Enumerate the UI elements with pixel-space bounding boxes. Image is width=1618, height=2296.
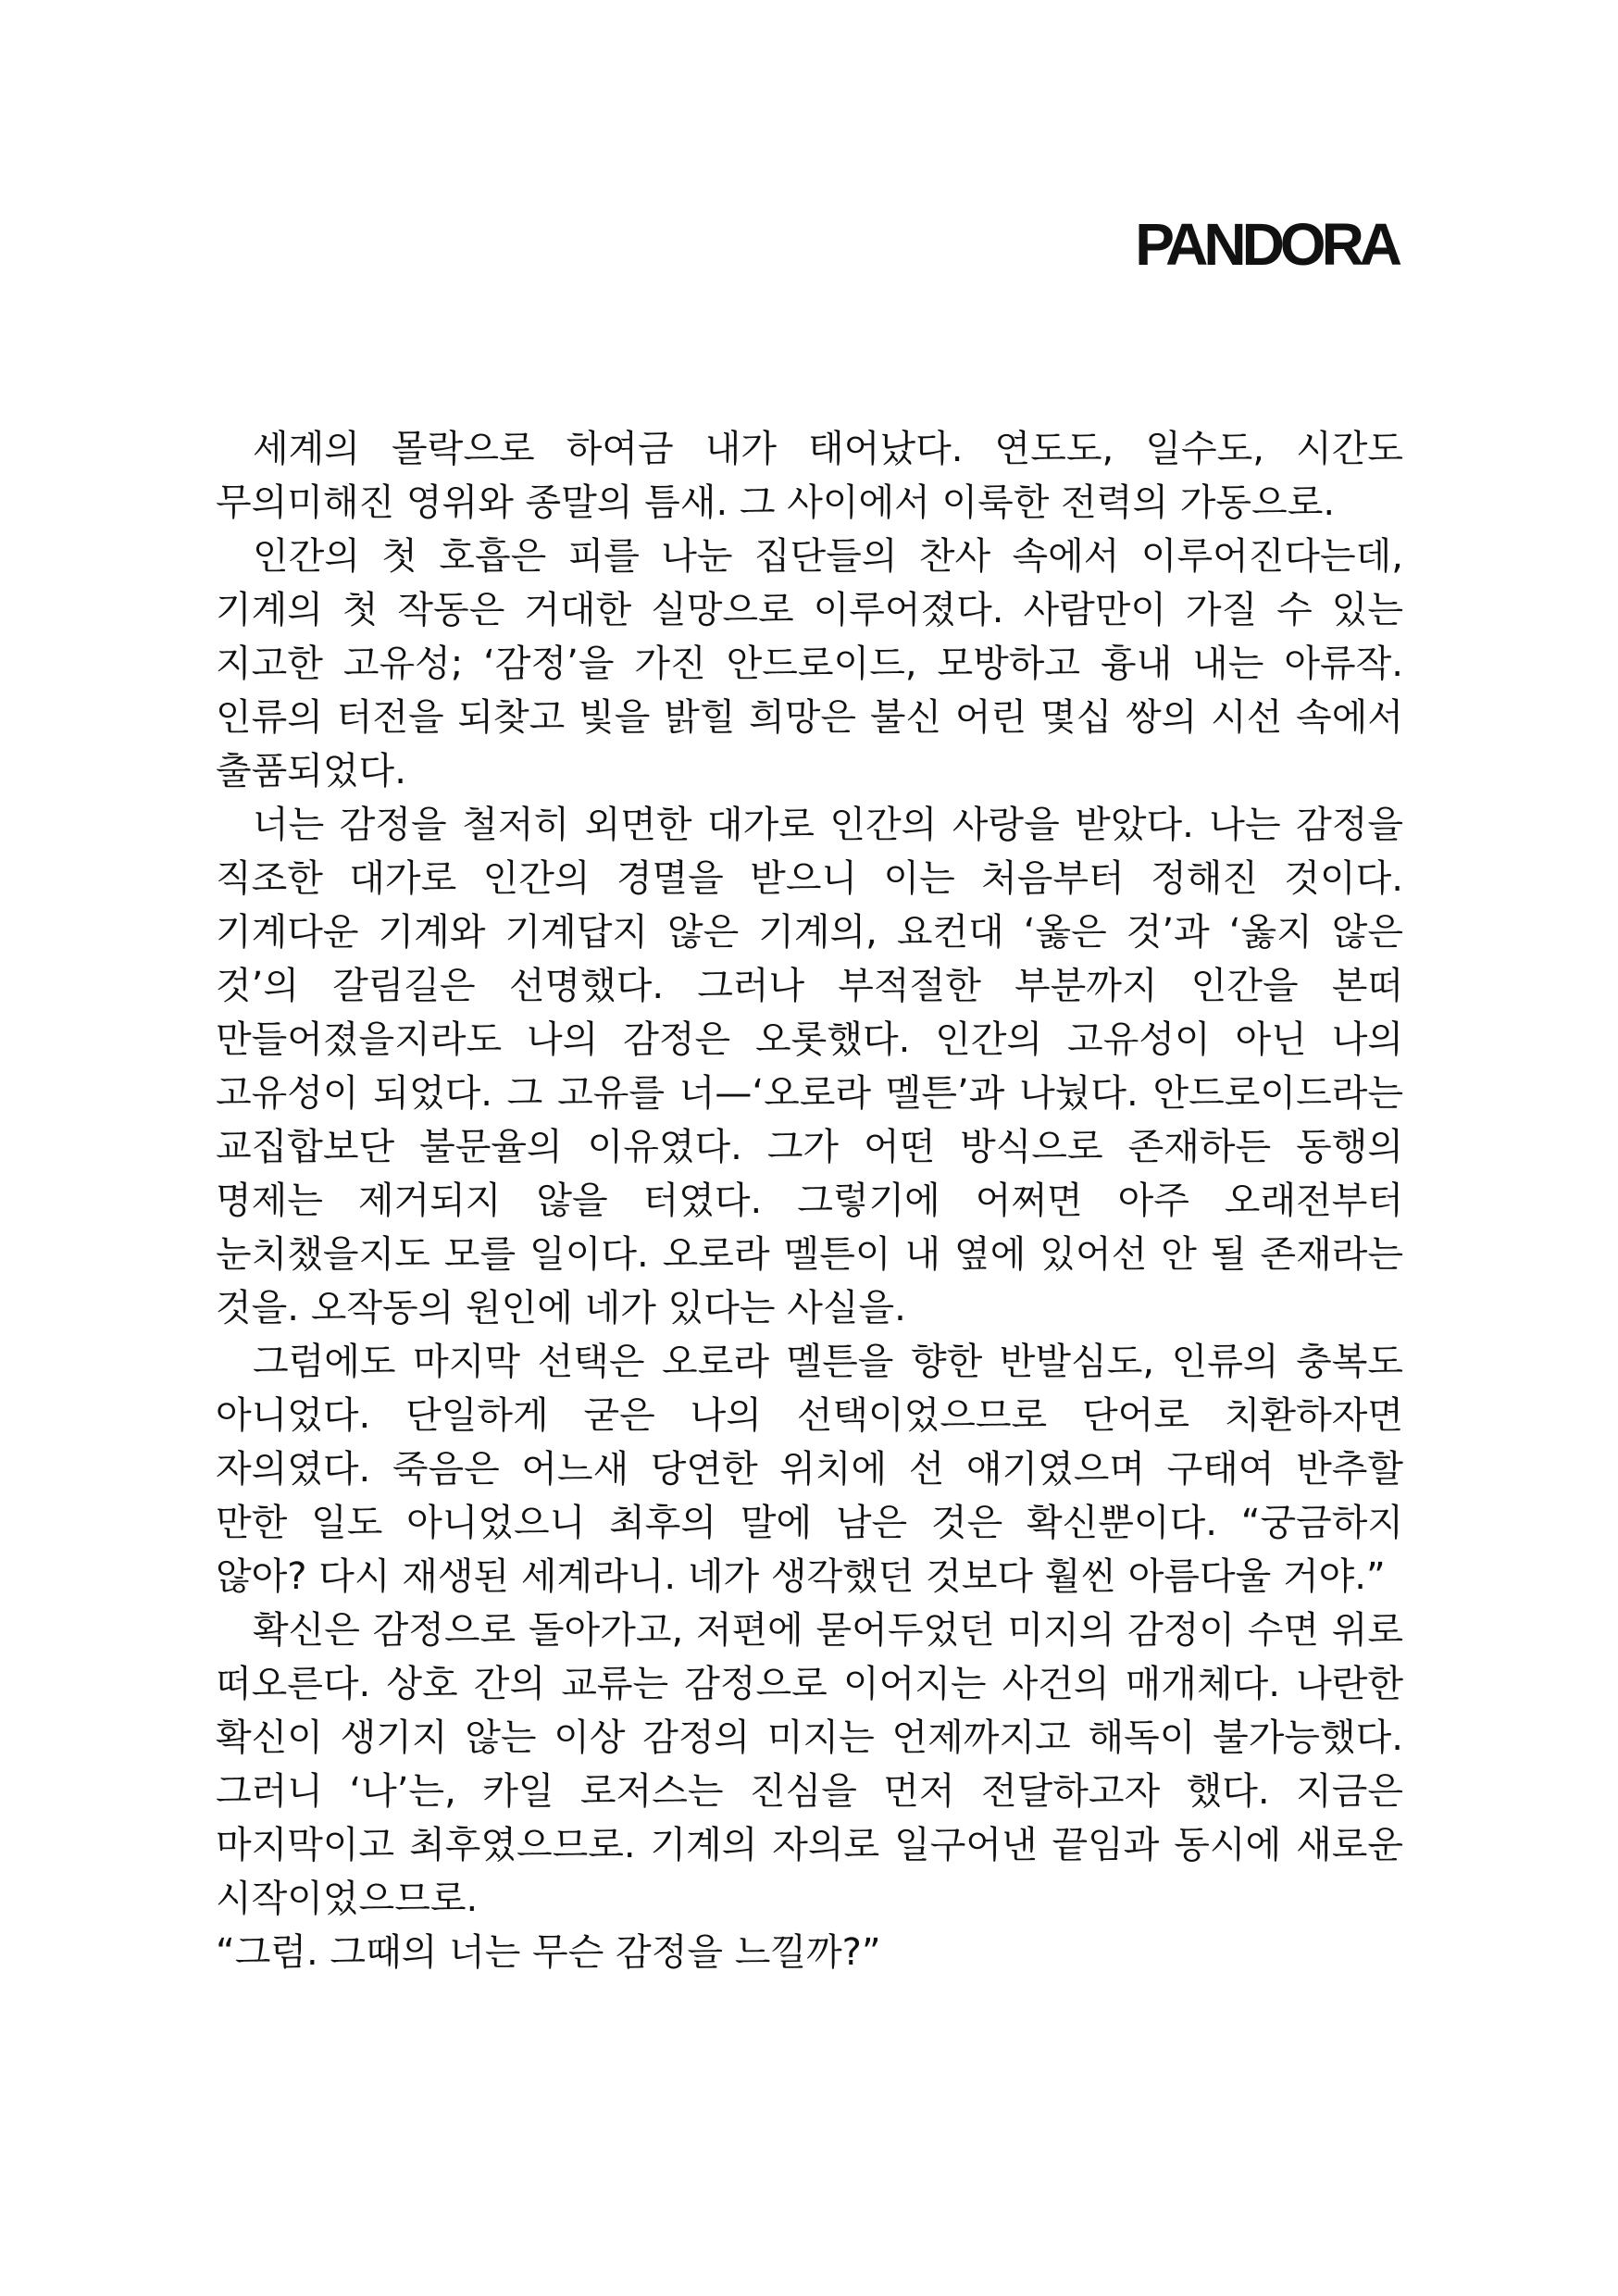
paragraph-1: 세계의 몰락으로 하여금 내가 태어났다. 연도도, 일수도, 시간도 무의미해진 영위와 종말의 틈새. 그 사이에서 이룩한 전력의 가동으로. [216,428,1403,524]
paragraph-3: 너는 감정을 철저히 외면한 대가로 인간의 사랑을 받았다. 나는 감정을 직조한 대가로 인간의 경멸을 받으니 이는 처음부터 정해진 것이다. 기계다운 기계와 기계답지 않은 기계의, 요컨대 ‘옳은 것’과 ‘옳지 않은 것’의 갈림길은 선명했다. 그러나 부적절한 부분까지 인간을 본떠 만들어졌을지라도 나의 감정은 오롯했다. 인간의 고유성이 아닌 나의 고유성이 되었다. 그 고유를 너—‘오로라 멜튼’과 나눴다. 안드로이드라는 교집합보단 불문율의 이유였다. 그가 어떤 방식으로 존재하든 동행의 명제는 제거되지 않을 터였다. 그렇기에 어쩌면 아주 오래전부터 눈치챘을지도 모를 일이다. 오로라 멜튼이 내 옆에 있어선 안 될 존재라는 것을. 오작동의 원인에 네가 있다는 사실을. [216,804,1403,1329]
paragraph-4: 그럼에도 마지막 선택은 오로라 멜튼을 향한 반발심도, 인류의 충복도 아니었다. 단일하게 굳은 나의 선택이었으므로 단어로 치환하자면 자의였다. 죽음은 어느새 당연한 위치에 선 얘기였으며 구태여 반추할 만한 일도 아니었으니 최후의 말에 남은 것은 확신뿐이다. “궁금하지 않아? 다시 재생된 세계라니. 네가 생각했던 것보다 훨씬 아름다울 거야.” [216,1341,1403,1598]
paragraph-5: 확신은 감정으로 돌아가고, 저편에 묻어두었던 미지의 감정이 수면 위로 떠오른다. 상호 간의 교류는 감정으로 이어지는 사건의 매개체다. 나란한 확신이 생기지 않는 이상 감정의 미지는 언제까지고 해독이 불가능했다. 그러니 ‘나’는, 카일 로저스는 진심을 먼저 전달하고자 했다. 지금은 마지막이고 최후였으므로. 기계의 자의로 일구어낸 끝임과 동시에 새로운 시작이었으므로. [216,1609,1403,1920]
body-text [216,422,1403,1979]
paragraph-6-dialogue: “그럼. 그때의 너는 무슨 감정을 느낄까?” [216,1931,881,1974]
document-title: PANDORA [1135,211,1398,278]
paragraph-2: 인간의 첫 호흡은 피를 나눈 집단들의 찬사 속에서 이루어진다는데, 기계의 첫 작동은 거대한 실망으로 이루어졌다. 사람만이 가질 수 있는 지고한 고유성; ‘감정’을 가진 안드로이드, 모방하고 흉내 내는 아류작. 인류의 터전을 되찾고 빛을 밝힐 희망은 불신 어린 몇십 쌍의 시선 속에서 출품되었다. [216,535,1403,792]
